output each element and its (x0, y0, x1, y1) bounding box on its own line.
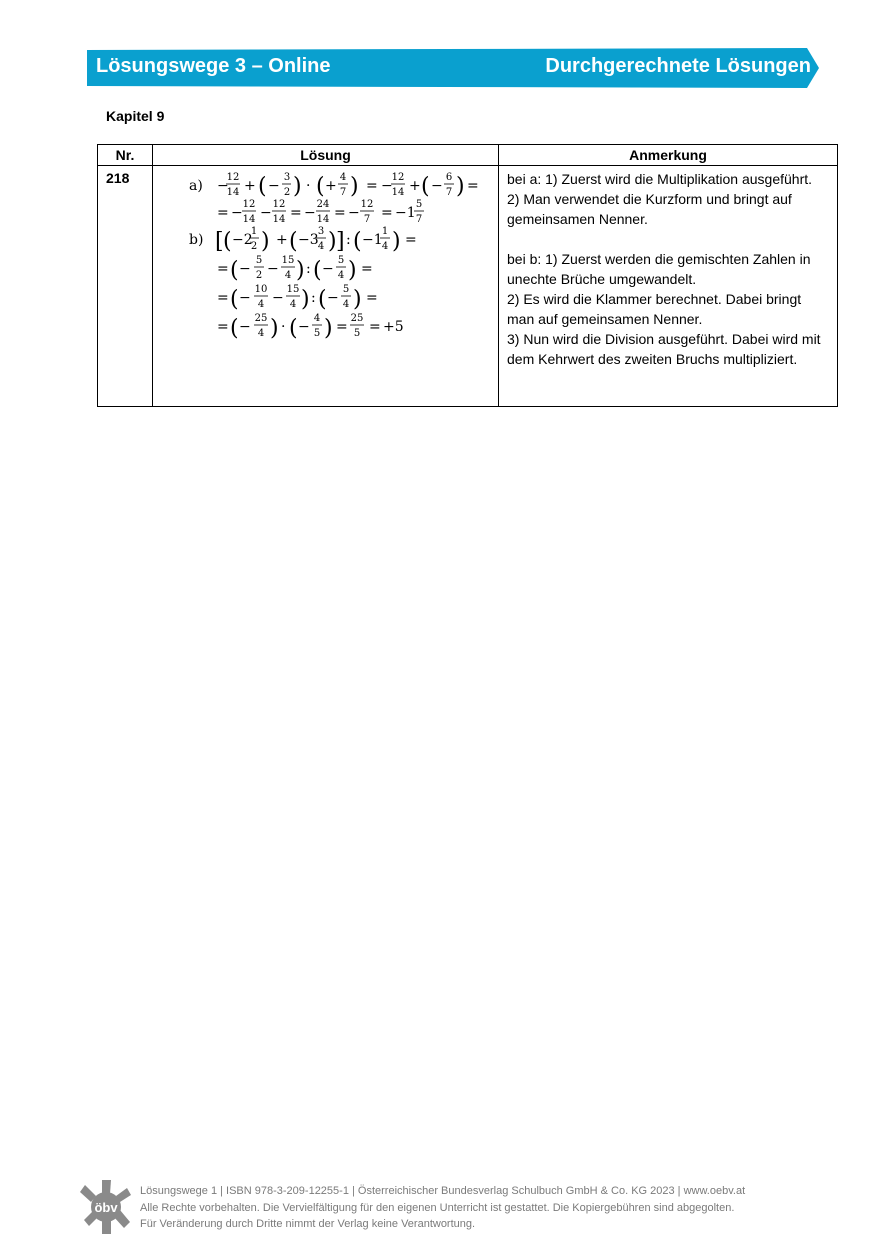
svg-text:1: 1 (381, 226, 389, 237)
svg-text:2: 2 (283, 187, 291, 198)
footer-line-1: Lösungswege 1 | ISBN 978-3-209-12255-1 | Österreichischer Bundesverlag Schulbuch GmbH & Co. KG 2023 | www.oebv.at (140, 1185, 746, 1197)
svg-text:): ) (350, 174, 359, 199)
svg-text:−: − (231, 205, 243, 221)
svg-text:2: 2 (250, 241, 258, 252)
logo-text: öbv (94, 1200, 118, 1215)
svg-text:−: − (239, 261, 251, 277)
svg-text:(: ( (289, 229, 298, 254)
solution-line-b3 (217, 284, 378, 312)
footer-line-2: Alle Rechte vorbehalten. Die Vervielfältigung für den eigenen Unterricht ist gestattet. Die Kopiergebühren sind abgegolten. (140, 1201, 735, 1214)
svg-text:=: = (217, 319, 229, 335)
note-a2: 2) Man verwendet die Kurzform und bringt auf gemeinsamen Nenner. (507, 191, 792, 227)
solution-line-b2 (217, 255, 373, 283)
svg-text:12: 12 (226, 172, 240, 183)
note-b1: bei b: 1) Zuerst werden die gemischten Zahlen in unechte Brüche umgewandelt. (507, 251, 811, 287)
svg-text:−: − (304, 205, 316, 221)
svg-text:=: = (217, 205, 229, 221)
svg-text:4: 4 (284, 270, 292, 281)
svg-text:4: 4 (337, 270, 345, 281)
solution-line-a1 (217, 172, 479, 199)
svg-text:−: − (260, 205, 272, 221)
svg-text:7: 7 (445, 187, 453, 198)
svg-text:): ) (353, 287, 362, 312)
svg-text:7: 7 (363, 214, 371, 225)
svg-text:−1: −1 (395, 205, 416, 221)
svg-text:12: 12 (391, 172, 405, 183)
svg-text:=: = (217, 261, 229, 277)
svg-text:2: 2 (255, 270, 263, 281)
svg-text:−: − (239, 290, 251, 306)
svg-text:−2: −2 (232, 232, 253, 248)
svg-text:=: = (369, 319, 381, 335)
banner-title-right: Durchgerechnete Lösungen (545, 55, 811, 77)
math-svg (183, 169, 483, 405)
svg-text::: : (346, 232, 351, 248)
svg-text:14: 14 (226, 187, 240, 198)
svg-text:=: = (290, 205, 302, 221)
svg-text:14: 14 (242, 214, 256, 225)
svg-text:+: + (276, 232, 288, 248)
note-b3: 3) Nun wird die Division ausgeführt. Dabei wird mit dem Kehrwert des zweiten Bruchs multipliziert. (507, 331, 821, 367)
svg-text:4: 4 (317, 241, 325, 252)
header-loesung: Lösung (153, 145, 499, 166)
svg-text:=: = (361, 261, 373, 277)
header-anmerkung: Anmerkung (499, 145, 838, 166)
label-b: b) (189, 232, 204, 248)
svg-text:·: · (306, 178, 311, 194)
banner-title-left: Lösungswege 3 – Online (96, 55, 331, 77)
svg-text:4: 4 (339, 172, 347, 183)
svg-text:(: ( (316, 174, 325, 199)
svg-text:(: ( (230, 287, 239, 312)
svg-text:·: · (281, 319, 286, 335)
svg-text:3: 3 (317, 226, 325, 237)
svg-text:): ) (293, 174, 302, 199)
svg-text:15: 15 (286, 284, 300, 295)
svg-text:=: = (381, 205, 393, 221)
svg-text:6: 6 (445, 172, 453, 183)
svg-text:−: − (267, 261, 279, 277)
svg-text:−: − (322, 261, 334, 277)
solution-line-b1 (215, 226, 417, 254)
publisher-logo (80, 1180, 132, 1234)
solution-line-b4 (217, 313, 404, 341)
svg-text:10: 10 (254, 284, 268, 295)
header-nr: Nr. (98, 145, 153, 166)
svg-text:7: 7 (339, 187, 347, 198)
svg-text:12: 12 (360, 199, 374, 210)
svg-text:=: = (467, 178, 479, 194)
svg-text:): ) (270, 316, 279, 341)
math-solution (183, 169, 483, 405)
svg-text:=: = (336, 319, 348, 335)
svg-text:12: 12 (242, 199, 256, 210)
svg-text:5: 5 (342, 284, 350, 295)
svg-text:(: ( (230, 316, 239, 341)
solutions-table (97, 144, 838, 407)
table-header-row (98, 145, 838, 166)
svg-text::: : (306, 261, 311, 277)
svg-text:−: − (348, 205, 360, 221)
svg-text:): ) (328, 229, 337, 254)
svg-text:+5: +5 (383, 319, 404, 335)
svg-text:25: 25 (350, 313, 364, 324)
svg-text::: : (311, 290, 316, 306)
svg-text:4: 4 (342, 299, 350, 310)
svg-text:5: 5 (337, 255, 345, 266)
svg-text:3: 3 (283, 172, 291, 183)
notes-cell (499, 166, 838, 407)
svg-text:14: 14 (316, 214, 330, 225)
svg-text:(: ( (421, 174, 430, 199)
label-a: a) (189, 178, 203, 194)
svg-text:(: ( (289, 316, 298, 341)
svg-text:−: − (298, 319, 310, 335)
svg-text:4: 4 (289, 299, 297, 310)
svg-text:(: ( (353, 229, 362, 254)
svg-text:1: 1 (250, 226, 258, 237)
svg-text:4: 4 (313, 313, 321, 324)
svg-text:−: − (431, 178, 443, 194)
svg-text:−: − (217, 178, 229, 194)
oebv-logo-icon (80, 1180, 132, 1234)
svg-text:=: = (366, 290, 378, 306)
svg-text:14: 14 (272, 214, 286, 225)
svg-text:[: [ (215, 229, 224, 254)
solution-cell (153, 166, 499, 407)
svg-text:): ) (348, 258, 357, 283)
svg-text:−3: −3 (298, 232, 319, 248)
svg-text:25: 25 (254, 313, 268, 324)
svg-text:12: 12 (272, 199, 286, 210)
solution-line-a2 (217, 199, 424, 225)
footer-line-3: Für Veränderung durch Dritte nimmt der Verlag keine Verantwortung. (140, 1218, 476, 1230)
svg-text:): ) (456, 174, 465, 199)
chapter-heading: Kapitel 9 (106, 108, 165, 124)
svg-text:+: + (244, 178, 256, 194)
svg-text:=: = (405, 232, 417, 248)
svg-text:(: ( (223, 229, 232, 254)
svg-text:): ) (261, 229, 270, 254)
svg-text:): ) (296, 258, 305, 283)
svg-text:(: ( (318, 287, 327, 312)
svg-text:4: 4 (381, 241, 389, 252)
svg-text:(: ( (258, 174, 267, 199)
svg-text:7: 7 (415, 214, 423, 225)
note-b2: 2) Es wird die Klammer berechnet. Dabei bringt man auf gemeinsamen Nenner. (507, 291, 802, 327)
note-a1: bei a: 1) Zuerst wird die Multiplikation ausgeführt. (507, 171, 813, 187)
exercise-number: 218 (98, 166, 153, 407)
svg-text:+: + (409, 178, 421, 194)
footer-text (140, 1183, 745, 1233)
header-banner (87, 48, 819, 88)
svg-text:14: 14 (391, 187, 405, 198)
svg-text:): ) (301, 287, 310, 312)
svg-text:): ) (324, 316, 333, 341)
svg-text:−: − (381, 178, 393, 194)
table-row (98, 166, 838, 407)
svg-text:5: 5 (415, 199, 423, 210)
svg-text:+: + (325, 178, 337, 194)
svg-text:(: ( (230, 258, 239, 283)
svg-text:]: ] (336, 229, 345, 254)
svg-text:4: 4 (257, 299, 265, 310)
svg-text:=: = (366, 178, 378, 194)
svg-text:24: 24 (316, 199, 330, 210)
svg-text:15: 15 (281, 255, 295, 266)
svg-text:=: = (334, 205, 346, 221)
svg-text:5: 5 (353, 328, 361, 339)
svg-text:5: 5 (313, 328, 321, 339)
svg-text:−: − (272, 290, 284, 306)
svg-text:): ) (392, 229, 401, 254)
svg-text:−1: −1 (362, 232, 383, 248)
svg-text:4: 4 (257, 328, 265, 339)
svg-text:5: 5 (255, 255, 263, 266)
note-spacer (507, 229, 829, 249)
svg-text:(: ( (313, 258, 322, 283)
svg-text:−: − (327, 290, 339, 306)
svg-text:−: − (239, 319, 251, 335)
svg-text:−: − (268, 178, 280, 194)
svg-text:=: = (217, 290, 229, 306)
